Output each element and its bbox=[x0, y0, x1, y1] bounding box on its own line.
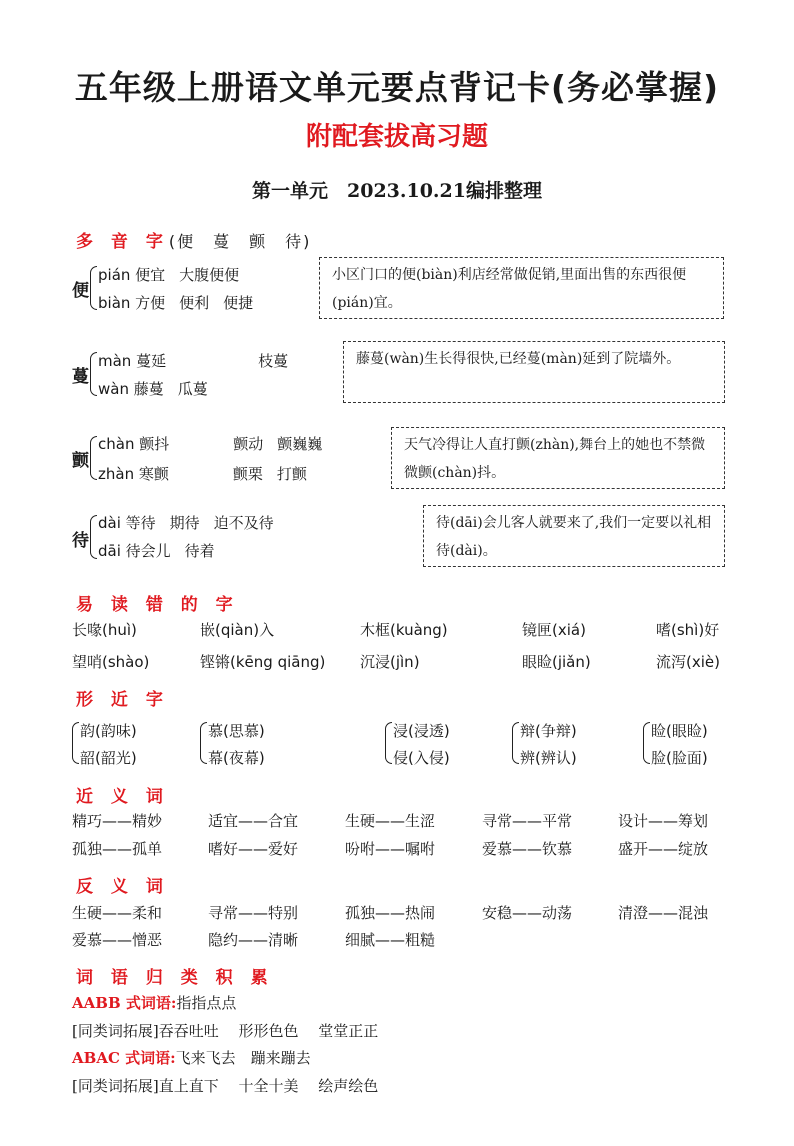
synonym-pair: 嗜好——爱好 bbox=[208, 840, 299, 858]
misread-word: 铿锵(kēng qiāng) bbox=[200, 653, 326, 671]
aabb-line bbox=[72, 992, 236, 1013]
misread-word: 嗜(shì)好 bbox=[656, 621, 720, 639]
misread-word: 嵌(qiàn)入 bbox=[200, 621, 275, 639]
polyphone-word: 枝蔓 bbox=[258, 352, 289, 370]
polyphone-heading-chars: (便 蔓 颤 待) bbox=[168, 232, 312, 251]
polyphone-heading-text: 多 音 字 bbox=[76, 232, 169, 252]
example-box: 小区门口的便(biàn)利店经常做促销,里面出售的东西很便(pián)宜。 bbox=[319, 257, 724, 319]
polyphone-line bbox=[98, 540, 229, 561]
polyphone-char: 便 bbox=[72, 281, 89, 301]
polyphone-line bbox=[98, 463, 321, 484]
polyphone-word: 待着 bbox=[184, 542, 215, 560]
example-box: 藤蔓(wàn)生长得很快,已经蔓(màn)延到了院墙外。 bbox=[343, 341, 725, 403]
similar-word: 浸(浸透) bbox=[393, 722, 450, 740]
polyphone-word: 颤栗 bbox=[232, 465, 263, 483]
similar-word: 韶(韶光) bbox=[80, 749, 137, 767]
synonyms-heading: 近 义 词 bbox=[76, 787, 169, 807]
ext2-text: 直上直下 十全十美 绘声绘色 bbox=[158, 1077, 379, 1095]
polyphone-heading bbox=[76, 227, 311, 252]
similar-word: 辨(辨认) bbox=[520, 749, 577, 767]
polyphone-word: 颤动 bbox=[233, 435, 264, 453]
polyphone-word: wàn 藤蔓 bbox=[98, 380, 164, 398]
polyphone-word: dāi 待会儿 bbox=[98, 542, 171, 560]
polyphone-line bbox=[98, 350, 302, 371]
word-groups-heading: 词 语 归 类 积 累 bbox=[76, 968, 274, 988]
synonym-pair: 生硬——生涩 bbox=[345, 812, 436, 830]
polyphone-char: 待 bbox=[72, 531, 89, 551]
page-title: 五年级上册语文单元要点背记卡(务必掌握) bbox=[74, 68, 720, 107]
similar-word: 睑(眼睑) bbox=[651, 722, 708, 740]
polyphone-word: 颤巍巍 bbox=[277, 435, 323, 453]
abac-label: ABAC 式词语: bbox=[72, 1049, 176, 1067]
brace bbox=[72, 722, 79, 764]
synonym-pair: 盛开——绽放 bbox=[618, 840, 709, 858]
polyphone-word: 便捷 bbox=[223, 294, 254, 312]
brace bbox=[90, 436, 97, 480]
brace bbox=[90, 266, 97, 310]
antonym-pair: 安稳——动荡 bbox=[482, 904, 573, 922]
polyphone-word: 瓜蔓 bbox=[177, 380, 208, 398]
unit-line: 第一单元 2023.10.21编排整理 bbox=[252, 180, 542, 202]
similar-word: 脸(脸面) bbox=[651, 749, 708, 767]
brace bbox=[200, 722, 207, 764]
brace bbox=[512, 722, 519, 764]
ext1-text: 吞吞吐吐 形形色色 堂堂正正 bbox=[158, 1022, 379, 1040]
polyphone-word: 期待 bbox=[169, 514, 200, 532]
polyphone-char: 蔓 bbox=[72, 367, 89, 387]
similar-word: 侵(入侵) bbox=[393, 749, 450, 767]
synonym-pair: 孤独——孤单 bbox=[72, 840, 163, 858]
misread-word: 长喙(huì) bbox=[72, 621, 137, 639]
synonym-pair: 设计——筹划 bbox=[618, 812, 709, 830]
polyphone-char: 颤 bbox=[72, 451, 89, 471]
brace bbox=[90, 515, 97, 559]
misread-heading: 易 读 错 的 字 bbox=[76, 595, 239, 615]
polyphone-word: màn 蔓延 bbox=[98, 352, 167, 370]
antonym-pair: 隐约——清晰 bbox=[208, 931, 299, 949]
brace bbox=[385, 722, 392, 764]
similar-shape-heading: 形 近 字 bbox=[76, 690, 169, 710]
aabb-label: AABB 式词语: bbox=[72, 994, 177, 1012]
antonym-pair: 寻常——特别 bbox=[208, 904, 299, 922]
misread-word: 眼睑(jiǎn) bbox=[522, 653, 591, 671]
antonyms-heading: 反 义 词 bbox=[76, 877, 169, 897]
similar-word: 慕(思慕) bbox=[208, 722, 265, 740]
similar-word: 韵(韵味) bbox=[80, 722, 137, 740]
brace bbox=[643, 722, 650, 764]
polyphone-word: 打颤 bbox=[276, 465, 307, 483]
example-box: 天气冷得让人直打颤(zhàn),舞台上的她也不禁微微颤(chàn)抖。 bbox=[391, 427, 725, 489]
polyphone-line bbox=[98, 433, 336, 454]
misread-word: 流泻(xiè) bbox=[656, 653, 720, 671]
polyphone-line bbox=[98, 512, 288, 533]
abac-line bbox=[72, 1047, 311, 1068]
similar-word: 辩(争辩) bbox=[520, 722, 577, 740]
polyphone-line bbox=[98, 292, 267, 313]
similar-word: 幕(夜幕) bbox=[208, 749, 265, 767]
polyphone-line bbox=[98, 378, 222, 399]
synonym-pair: 爱慕——钦慕 bbox=[482, 840, 573, 858]
polyphone-word: 便利 bbox=[179, 294, 210, 312]
ext1-line bbox=[72, 1020, 378, 1041]
misread-word: 木框(kuàng) bbox=[360, 621, 448, 639]
antonym-pair: 细腻——粗糙 bbox=[345, 931, 436, 949]
polyphone-word: biàn 方便 bbox=[98, 294, 166, 312]
antonym-pair: 清澄——混浊 bbox=[618, 904, 709, 922]
ext2-label: [同类词拓展] bbox=[72, 1077, 159, 1095]
example-box: 待(dāi)会儿客人就要来了,我们一定要以礼相待(dài)。 bbox=[423, 505, 725, 567]
synonym-pair: 吩咐——嘱咐 bbox=[345, 840, 436, 858]
synonym-pair: 精巧——精妙 bbox=[72, 812, 163, 830]
abac-text: 飞来飞去 蹦来蹦去 bbox=[175, 1049, 311, 1067]
antonym-pair: 孤独——热闹 bbox=[345, 904, 436, 922]
page-subtitle: 附配套拔高习题 bbox=[305, 122, 488, 152]
misread-word: 镜匣(xiá) bbox=[522, 621, 586, 639]
polyphone-word: 大腹便便 bbox=[179, 266, 240, 284]
antonym-pair: 爱慕——憎恶 bbox=[72, 931, 163, 949]
ext1-label: [同类词拓展] bbox=[72, 1022, 159, 1040]
polyphone-line bbox=[98, 264, 253, 285]
ext2-line bbox=[72, 1075, 378, 1096]
polyphone-word: 迫不及待 bbox=[213, 514, 274, 532]
misread-word: 望哨(shào) bbox=[72, 653, 150, 671]
misread-word: 沉浸(jìn) bbox=[360, 653, 420, 671]
polyphone-word: chàn 颤抖 bbox=[98, 435, 170, 453]
polyphone-word: zhàn 寒颤 bbox=[98, 465, 169, 483]
synonym-pair: 寻常——平常 bbox=[482, 812, 573, 830]
brace bbox=[90, 352, 97, 396]
synonym-pair: 适宜——合宜 bbox=[208, 812, 299, 830]
polyphone-word: pián 便宜 bbox=[98, 266, 166, 284]
aabb-text: 指指点点 bbox=[176, 994, 237, 1012]
antonym-pair: 生硬——柔和 bbox=[72, 904, 163, 922]
polyphone-word: dài 等待 bbox=[98, 514, 156, 532]
